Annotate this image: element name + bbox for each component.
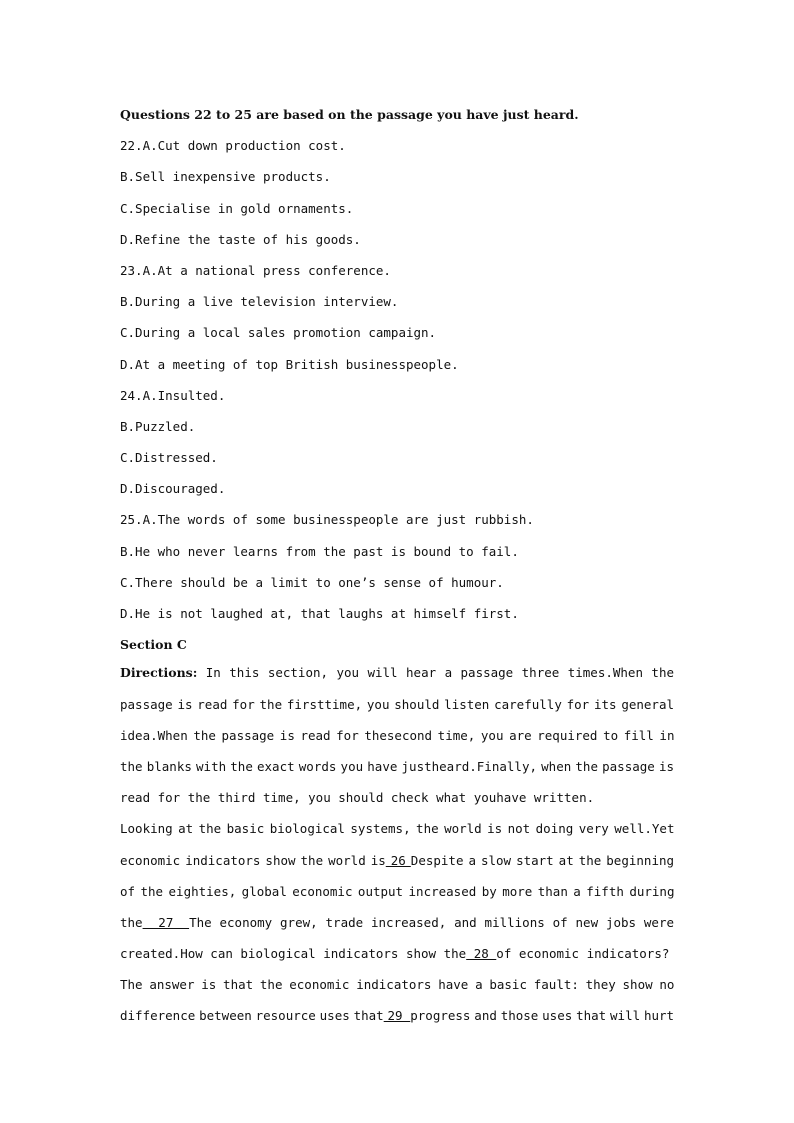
directions [120, 665, 674, 821]
document-content [120, 104, 674, 1040]
passage-text: progress and those uses that will hurt [410, 1008, 674, 1024]
option-line: 22.A.Cut down production cost. [120, 138, 346, 154]
question-25 [120, 509, 674, 634]
option-line: C.During a local sales promotion campaign. [120, 325, 437, 341]
blank-26: 26 [385, 852, 411, 868]
passage-text: economic indicators show the world is [120, 852, 386, 868]
passage-text: of economic indicators? [496, 946, 670, 962]
option-line: 25.A.The words of some businesspeople are just rubbish. [120, 512, 534, 528]
passage-line: Looking at the basic biological systems, the world is not doing very well.Yet [120, 821, 674, 837]
directions-text: In this section, you will hear a passage three times.When the [197, 665, 674, 681]
directions-line: read for the third time, you should check what youhave written. [120, 790, 595, 806]
directions-line: passage is read for the firsttime, you should listen carefully for its general [120, 696, 674, 712]
option-line: B.Sell inexpensive products. [120, 169, 331, 185]
passage-text: The economy grew, trade increased, and millions of new jobs were [189, 914, 674, 930]
section-title: Section C [120, 637, 187, 653]
passage-text: the [120, 914, 143, 930]
questions-heading: Questions 22 to 25 are based on the passage you have just heard. [120, 107, 579, 122]
option-line: D.He is not laughed at, that laughs at himself first. [120, 606, 519, 621]
question-23 [120, 260, 674, 385]
option-line: B.He who never learns from the past is bound to fail. [120, 543, 519, 559]
option-line: 23.A.At a national press conference. [120, 262, 391, 278]
blank-28: 28 [466, 946, 497, 962]
option-line: C.Distressed. [120, 450, 218, 466]
blank-29: 29 [383, 1008, 411, 1024]
option-line: B.Puzzled. [120, 418, 196, 434]
directions-label: Directions: [120, 665, 198, 681]
directions-line: the blanks with the exact words you have justheard.Finally, when the passage is [120, 758, 674, 774]
question-22 [120, 135, 674, 260]
option-line: B.During a live television interview. [120, 294, 399, 310]
passage-line [120, 946, 674, 977]
passage [120, 821, 674, 1039]
passage-line [120, 1008, 674, 1039]
option-line: D.Refine the taste of his goods. [120, 231, 361, 247]
directions-line [120, 665, 674, 696]
passage-text: difference between resource uses that [120, 1008, 384, 1024]
passage-line: The answer is that the economic indicators have a basic fault: they show no [120, 977, 674, 993]
passage-line: of the eighties, global economic output increased by more than a fifth during [120, 883, 674, 899]
passage-line [120, 915, 674, 946]
blank-27: 27 [142, 914, 190, 930]
option-line: D.Discouraged. [120, 481, 226, 497]
question-24 [120, 385, 674, 510]
option-line: C.There should be a limit to one’s sense of humour. [120, 574, 504, 590]
option-line: 24.A.Insulted. [120, 387, 226, 403]
passage-text: Despite a slow start at the beginning [410, 852, 674, 868]
option-line: D.At a meeting of top British businesspeople. [120, 356, 459, 372]
passage-line [120, 853, 674, 884]
passage-text: created.How can biological indicators show the [120, 946, 467, 962]
directions-line: idea.When the passage is read for thesecond time, you are required to fill in [120, 727, 674, 743]
option-line: C.Specialise in gold ornaments. [120, 200, 354, 216]
